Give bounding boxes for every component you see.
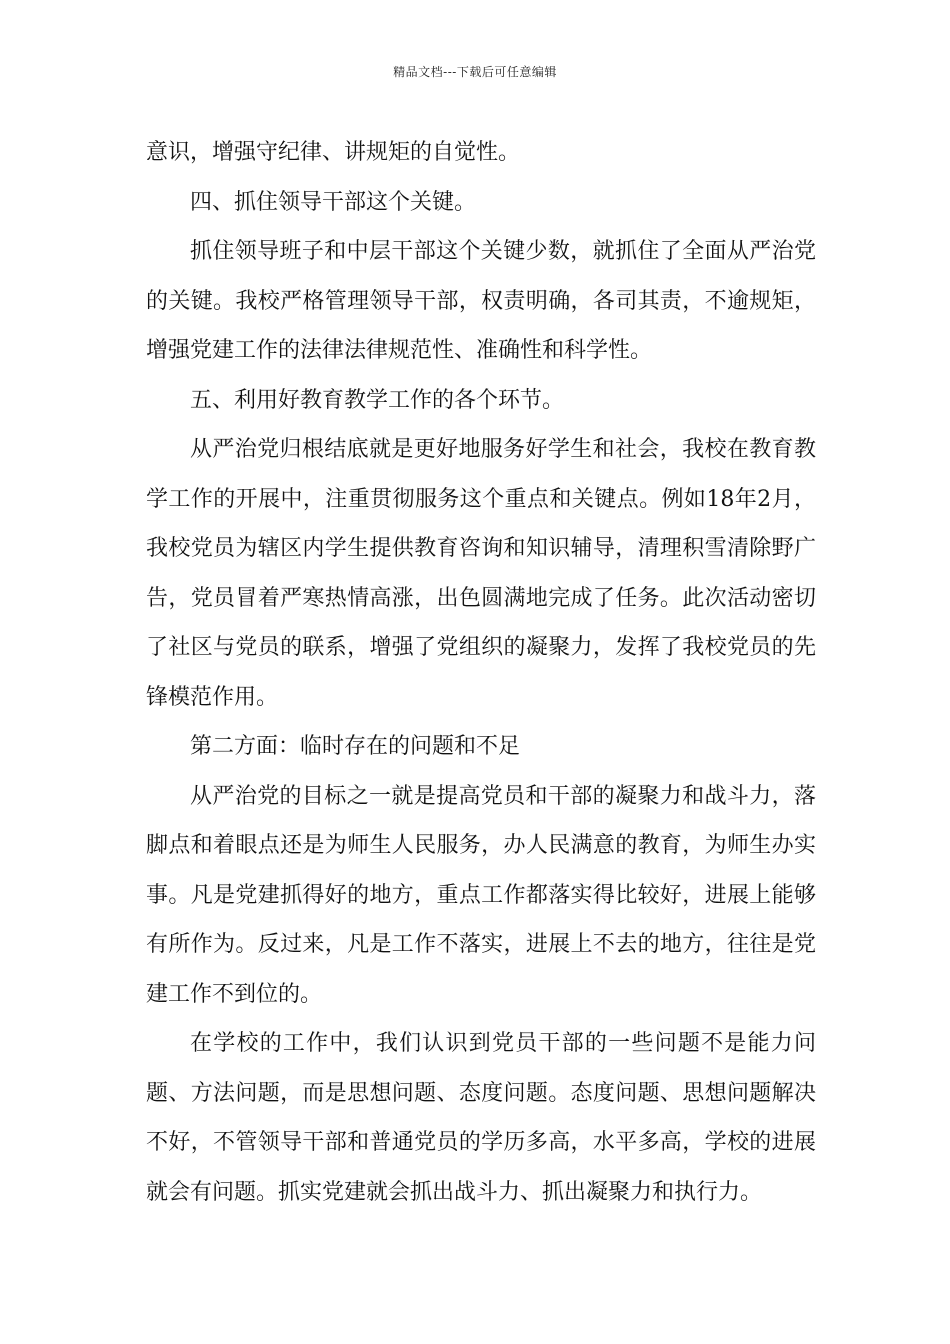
- paragraph: 在学校的工作中，我们认识到党员干部的一些问题不是能力问题、方法问题，而是思想问题、态度问题。态度问题、思想问题解决不好，不管领导干部和普通党员的学历多高，水平多高，学校的进展就会有问题。抓实党建就会抓出战斗力、抓出凝聚力和执行力。: [146, 1031, 816, 1205]
- paragraph: 从严治党的目标之一就是提高党员和干部的凝聚力和战斗力，落脚点和着眼点还是为师生人民服务，办人民满意的教育，为师生办实事。凡是党建抓得好的地方，重点工作都落实得比较好，进展上能够有所作为。反过来，凡是工作不落实，进展上不去的地方，往往是党建工作不到位的。: [146, 783, 816, 1007]
- section-heading: 五、利用好教育教学工作的各个环节。: [190, 387, 565, 413]
- paragraph: 从严治党归根结底就是更好地服务好学生和社会，我校在教育教学工作的开展中，注重贯彻服务这个重点和关键点。例如18年2月，我校党员为辖区内学生提供教育咨询和知识辅导，清理积雪清除野广告，党员冒着严寒热情高涨，出色圆满地完成了任务。此次活动密切了社区与党员的联系，增强了党组织的凝聚力，发挥了我校党员的先锋模范作用。: [146, 437, 816, 710]
- section-heading: 第二方面：临时存在的问题和不足: [190, 734, 521, 759]
- page-header: 精品文档---下载后可任意编辑: [393, 65, 557, 79]
- paragraph: 意识，增强守纪律、讲规矩的自觉性。: [146, 140, 521, 165]
- document-body: [146, 128, 816, 1217]
- paragraph: 抓住领导班子和中层干部这个关键少数，就抓住了全面从严治党的关键。我校严格管理领导干部，权责明确，各司其责，不逾规矩，增强党建工作的法律法律规范性、准确性和科学性。: [146, 239, 816, 363]
- section-heading: 四、抓住领导干部这个关键。: [190, 189, 477, 215]
